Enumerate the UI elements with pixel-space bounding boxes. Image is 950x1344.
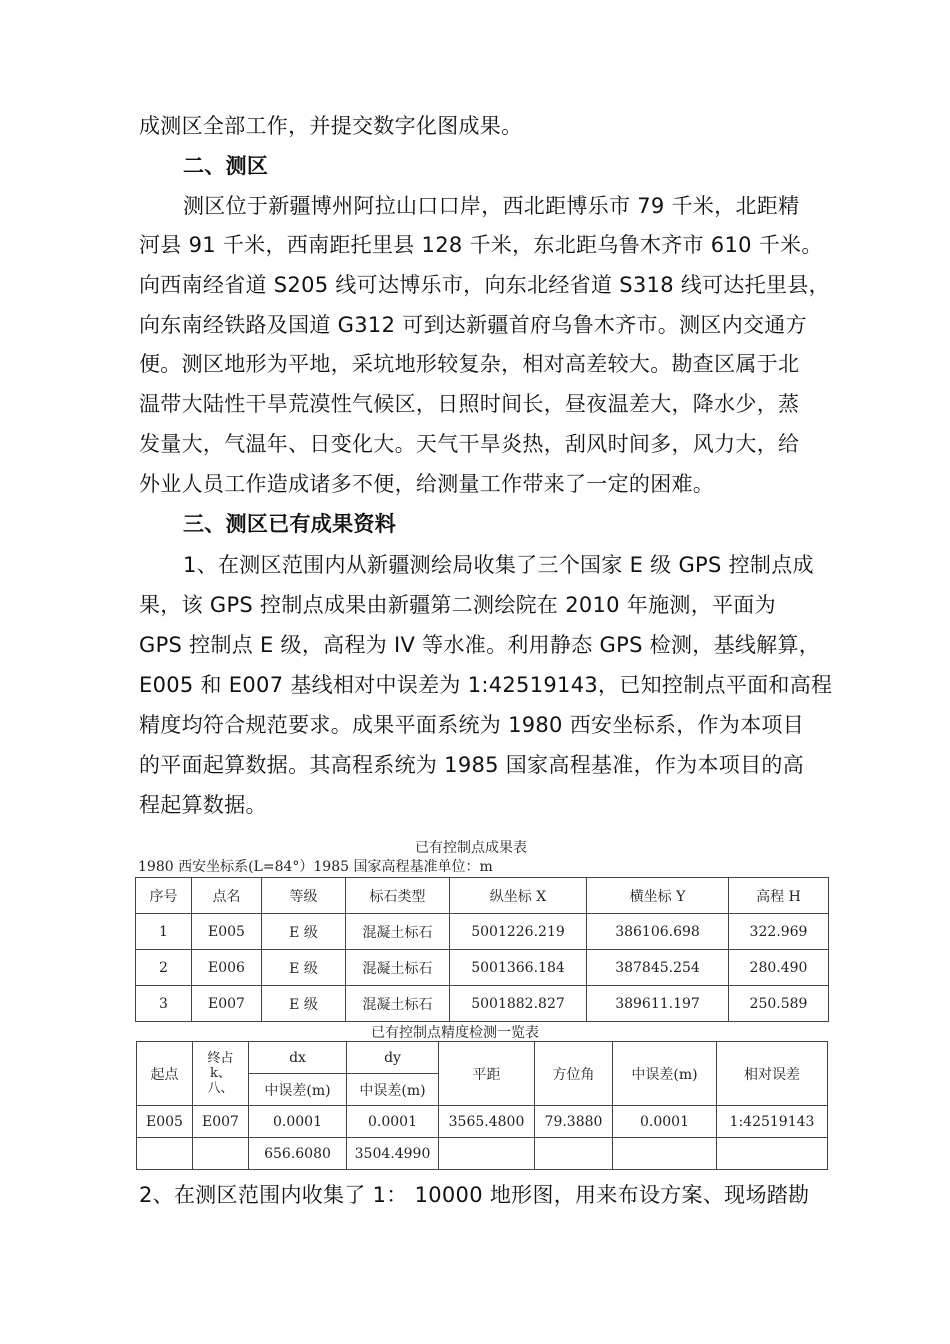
table-cell: 387845.254 [587, 950, 729, 986]
table-cell: 5001366.184 [450, 950, 587, 986]
header-cell: 标石类型 [346, 878, 450, 914]
header-cell: dy [347, 1042, 439, 1074]
header-cell: dx [249, 1042, 347, 1074]
header-cell: 起点 [137, 1042, 193, 1106]
text-line: E005 和 E007 基线相对中误差为 1:42519143，已知控制点平面和高程 [139, 673, 833, 697]
table-row [137, 1138, 828, 1170]
table-cell: 3504.4990 [347, 1138, 439, 1170]
header-cell: 点名 [192, 878, 262, 914]
table-cell: E005 [192, 914, 262, 950]
precision-check-table [136, 1041, 828, 1170]
header-cell: 方位角 [535, 1042, 613, 1106]
table-cell: 2 [136, 950, 192, 986]
header-cell: 平距 [439, 1042, 535, 1106]
table-cell: 混凝土标石 [346, 986, 450, 1022]
table-row [137, 1106, 828, 1138]
table-cell: 1:42519143 [717, 1106, 828, 1138]
table-cell [535, 1138, 613, 1170]
table-cell: 79.3880 [535, 1106, 613, 1138]
header-cell: 等级 [262, 878, 346, 914]
table-header-row [137, 1042, 828, 1074]
table-cell [439, 1138, 535, 1170]
table-cell: 3 [136, 986, 192, 1022]
header-end-text: 八、 [207, 1081, 234, 1096]
text-line: 2、在测区范围内收集了 1： 10000 地形图，用来布设方案、现场踏勘 [139, 1183, 810, 1207]
table-cell: 386106.698 [587, 914, 729, 950]
table-cell [717, 1138, 828, 1170]
text-line: 温带大陆性干旱荒漠性气候区，日照时间长，昼夜温差大，降水少，蒸 [139, 392, 800, 416]
paragraph-continuation: 成测区全部工作，并提交数字化图成果。 [139, 114, 523, 138]
table-cell [193, 1138, 249, 1170]
header-cell: 中误差(m) [347, 1074, 439, 1106]
table-cell: 656.6080 [249, 1138, 347, 1170]
header-cell: 中误差(m) [249, 1074, 347, 1106]
table1-subtitle: 1980 西安坐标系(L=84°）1985 国家高程基准单位：m [138, 859, 493, 875]
text-line: 的平面起算数据。其高程系统为 1985 国家高程基准，作为本项目的高 [139, 753, 804, 777]
table-cell: 5001226.219 [450, 914, 587, 950]
table-cell [137, 1138, 193, 1170]
section-heading-2: 二、测区 [183, 154, 269, 178]
table-cell: E 级 [262, 914, 346, 950]
table-cell [613, 1138, 717, 1170]
table-header-row [136, 878, 829, 914]
section-heading-3: 三、测区已有成果资料 [183, 512, 396, 536]
header-cell: 横坐标 Y [587, 878, 729, 914]
table-cell: 0.0001 [347, 1106, 439, 1138]
header-cell-end [193, 1042, 249, 1106]
table-cell: 280.490 [729, 950, 829, 986]
header-end-text: 终占 [207, 1051, 234, 1066]
table-cell: E005 [137, 1106, 193, 1138]
table-cell: 5001882.827 [450, 986, 587, 1022]
text-line: 河县 91 千米，西南距托里县 128 千米，东北距乌鲁木齐市 610 千米。 [139, 233, 823, 257]
table-row [136, 950, 829, 986]
table-cell: E 级 [262, 986, 346, 1022]
table-cell: 混凝土标石 [346, 950, 450, 986]
table-cell: 250.589 [729, 986, 829, 1022]
header-cell: 高程 H [729, 878, 829, 914]
text-line: 测区位于新疆博州阿拉山口口岸，西北距博乐市 79 千米，北距精 [183, 194, 800, 218]
text-line: 便。测区地形为平地，采坑地形较复杂，相对高差较大。勘查区属于北 [139, 352, 800, 376]
table-cell: E 级 [262, 950, 346, 986]
header-end-text: k、 [210, 1066, 231, 1081]
table-cell: E007 [192, 986, 262, 1022]
header-cell: 序号 [136, 878, 192, 914]
table-cell: E006 [192, 950, 262, 986]
table-cell: 322.969 [729, 914, 829, 950]
text-line: 发量大，气温年、日变化大。天气干旱炎热，刮风时间多，风力大，给 [139, 432, 800, 456]
header-cell: 纵坐标 X [450, 878, 587, 914]
header-cell: 相对误差 [717, 1042, 828, 1106]
text-line: GPS 控制点 E 级，高程为 IV 等水准。利用静态 GPS 检测，基线解算， [139, 633, 821, 657]
table-cell: 0.0001 [249, 1106, 347, 1138]
table-cell: 0.0001 [613, 1106, 717, 1138]
control-points-table [135, 877, 829, 1022]
table-row [136, 986, 829, 1022]
table1-title: 已有控制点成果表 [415, 840, 527, 856]
text-line: 程起算数据。 [139, 793, 267, 817]
table-cell: 3565.4800 [439, 1106, 535, 1138]
table-row [136, 914, 829, 950]
text-line: 1、在测区范围内从新疆测绘局收集了三个国家 E 级 GPS 控制点成 [183, 553, 814, 577]
text-line: 果，该 GPS 控制点成果由新疆第二测绘院在 2010 年施测，平面为 [139, 593, 776, 617]
table-cell: 389611.197 [587, 986, 729, 1022]
table-cell: 混凝土标石 [346, 914, 450, 950]
table-cell: E007 [193, 1106, 249, 1138]
text-line: 向西南经省道 S205 线可达博乐市，向东北经省道 S318 线可达托里县， [139, 273, 830, 297]
text-line: 精度均符合规范要求。成果平面系统为 1980 西安坐标系，作为本项目 [139, 713, 804, 737]
table-cell: 1 [136, 914, 192, 950]
header-cell: 中误差(m) [613, 1042, 717, 1106]
table2-title: 已有控制点精度检测一览表 [371, 1025, 539, 1041]
text-line: 外业人员工作造成诸多不便，给测量工作带来了一定的困难。 [139, 472, 715, 496]
text-line: 向东南经铁路及国道 G312 可到达新疆首府乌鲁木齐市。测区内交通方 [139, 313, 807, 337]
